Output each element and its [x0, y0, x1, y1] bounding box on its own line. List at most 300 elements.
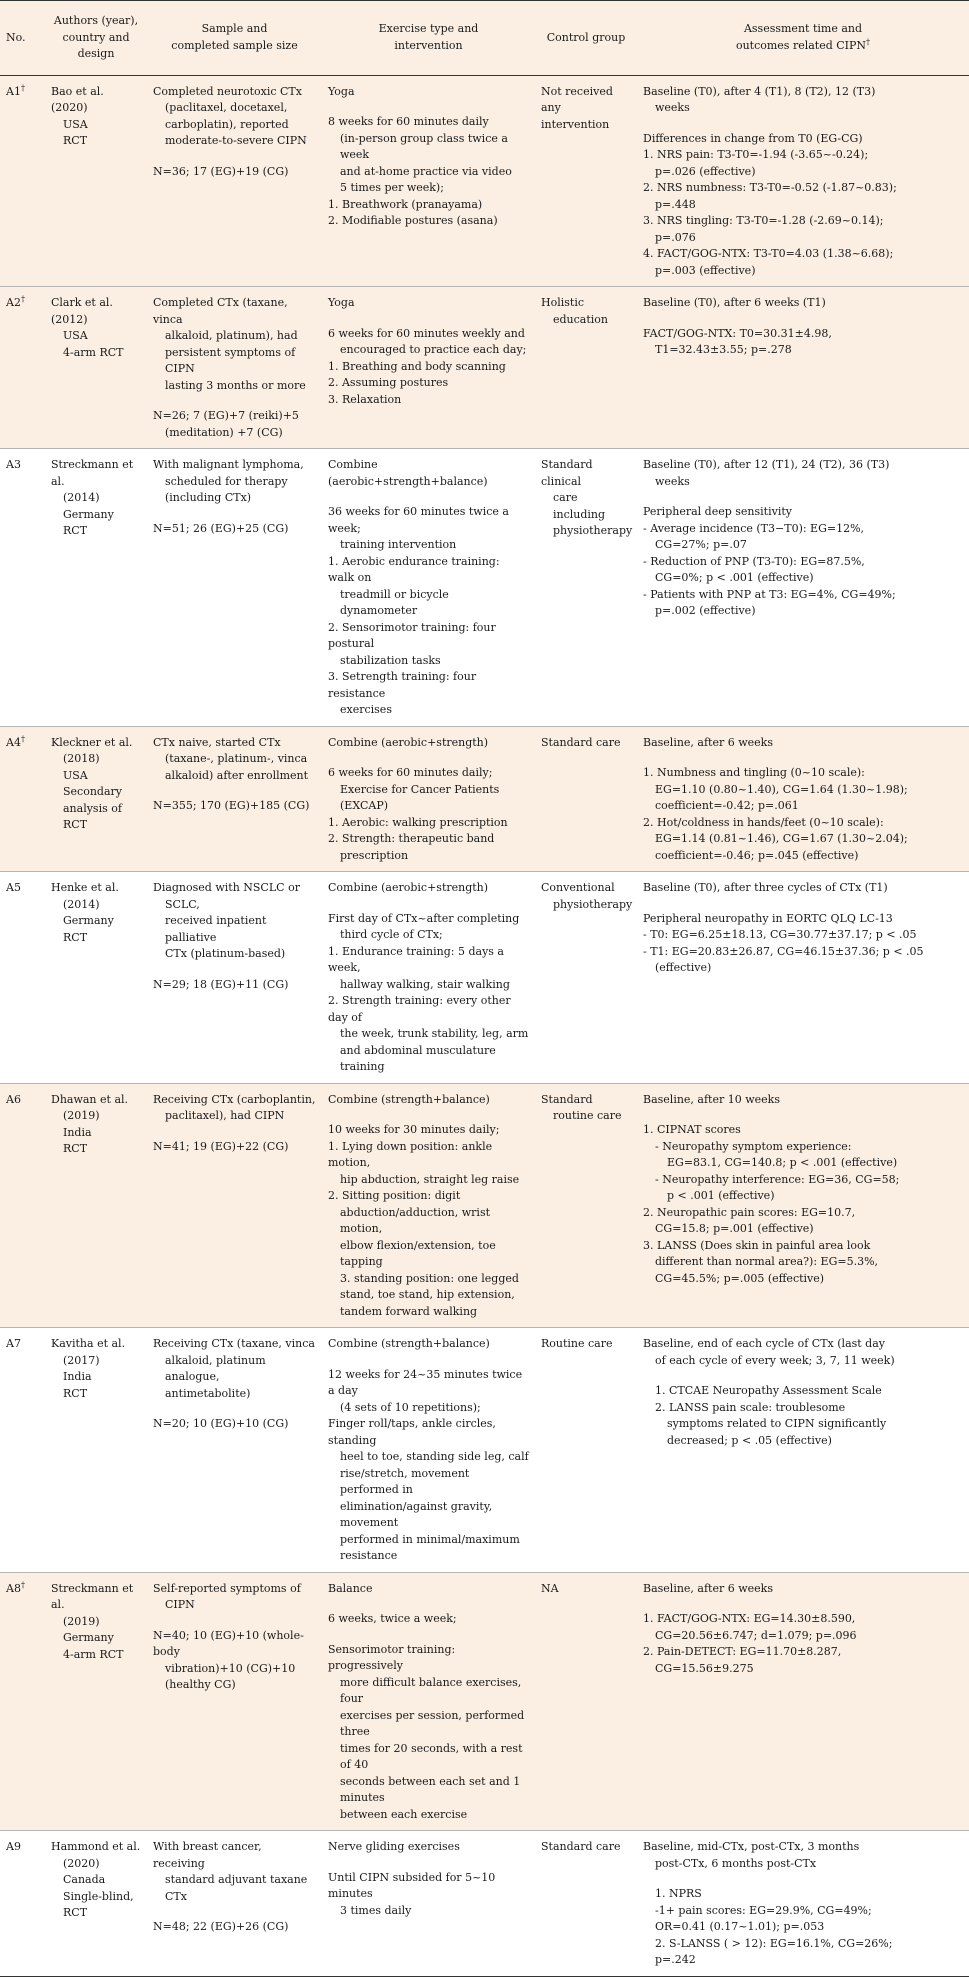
- header-control: Control group: [535, 1, 637, 76]
- authors-line: USA: [63, 329, 88, 342]
- dagger-mark: †: [20, 82, 25, 92]
- control-line: Standard: [541, 1092, 593, 1106]
- exercise-line: the week, trunk stability, leg, arm: [340, 1027, 529, 1040]
- sample-line: alkaloid, platinum), had: [165, 329, 298, 342]
- cell-exercise: [322, 1083, 535, 1328]
- cell-outcomes: [637, 1572, 969, 1831]
- authors-line: analysis of RCT: [63, 801, 122, 831]
- authors-line: (2019): [63, 1109, 100, 1122]
- sample-line: Receiving CTx (carboplantin,: [153, 1092, 316, 1106]
- cell-outcomes: [637, 75, 969, 287]
- spacer: [643, 751, 963, 765]
- sample-line: N=20; 10 (EG)+10 (CG): [153, 1417, 289, 1430]
- outcomes-line: Baseline, after 10 weeks: [643, 1092, 780, 1106]
- authors-line: (2020): [63, 1856, 100, 1870]
- cell-authors: [45, 1328, 147, 1573]
- sample-line: CIPN: [165, 1598, 195, 1611]
- cell-no: [0, 287, 45, 449]
- cell-control: [535, 872, 637, 1084]
- exercise-line: 2. Assuming postures: [328, 376, 449, 389]
- outcomes-line: - Neuropathy interference: EG=36, CG=58;: [655, 1172, 900, 1186]
- spacer: [643, 490, 963, 504]
- authors-line: Streckmann et al.: [51, 458, 134, 488]
- table-row: [0, 287, 969, 449]
- exercise-line: 10 weeks for 30 minutes daily;: [328, 1123, 500, 1136]
- authors-line: RCT: [63, 1906, 88, 1919]
- authors-line: 4-arm RCT: [63, 345, 124, 359]
- outcomes-line: 3. LANSS (Does skin in painful area look: [643, 1238, 871, 1252]
- sample-line: alkaloid, platinum analogue,: [165, 1353, 266, 1383]
- outcomes-line: Baseline (T0), after 6 weeks (T1): [643, 296, 826, 309]
- control-line: Routine care: [541, 1337, 613, 1350]
- spacer: [643, 1369, 963, 1383]
- study-number: A1: [6, 84, 21, 98]
- exercise-line: heel to toe, standing side leg, calf: [340, 1450, 529, 1463]
- control-line: Conventional: [541, 881, 615, 894]
- exercise-line: and abdominal musculature training: [340, 1043, 496, 1073]
- header-authors-line: Authors (year),: [53, 14, 139, 27]
- exercise-line: 1. Breathing and body scanning: [328, 359, 506, 373]
- sample-line: N=51; 26 (EG)+25 (CG): [153, 521, 289, 535]
- spacer: [153, 1614, 316, 1628]
- cell-sample: [147, 449, 322, 727]
- outcomes-line: - T1: EG=20.83±26.87, CG=46.15±37.36; p < .05: [643, 944, 924, 958]
- outcomes-line: - Reduction of PNP (T3-T0): EG=87.5%,: [643, 554, 865, 568]
- cell-authors: [45, 75, 147, 287]
- exercise-line: abduction/adduction, wrist motion,: [340, 1205, 491, 1235]
- control-line: physiotherapy: [553, 524, 633, 537]
- sample-line: Self-reported symptoms of: [153, 1581, 301, 1595]
- control-line: care including: [553, 491, 606, 521]
- sample-line: Completed neurotoxic CTx: [153, 84, 302, 98]
- table-row: [0, 726, 969, 872]
- table-row: [0, 1831, 969, 1977]
- exercise-line: between each exercise: [340, 1807, 468, 1821]
- cell-outcomes: [637, 872, 969, 1084]
- cell-sample: [147, 1831, 322, 1977]
- exercise-line: treadmill or bicycle dynamometer: [340, 587, 449, 617]
- exercise-line: Balance: [328, 1581, 373, 1595]
- spacer: [328, 1597, 529, 1611]
- cell-outcomes: [637, 449, 969, 727]
- authors-line: Hammond et al.: [51, 1840, 141, 1853]
- spacer: [643, 1108, 963, 1122]
- authors-line: Dhawan et al.: [51, 1092, 129, 1106]
- outcomes-line: 1. CTCAE Neuropathy Assessment Scale: [655, 1384, 882, 1397]
- control-line: education: [553, 312, 608, 326]
- cell-sample: [147, 287, 322, 449]
- cell-sample: [147, 1328, 322, 1573]
- exercise-line: 2. Strength training: every other day of: [328, 994, 511, 1024]
- sample-line: N=29; 18 (EG)+11 (CG): [153, 977, 289, 991]
- authors-line: (2019): [63, 1614, 100, 1628]
- sample-line: N=41; 19 (EG)+22 (CG): [153, 1139, 289, 1153]
- outcomes-line: symptoms related to CIPN significantly: [667, 1417, 887, 1430]
- outcomes-line: Baseline (T0), after three cycles of CTx (T1): [643, 881, 888, 894]
- authors-line: USA: [63, 117, 88, 131]
- cell-no: [0, 449, 45, 727]
- sample-line: vibration)+10 (CG)+10: [165, 1661, 296, 1675]
- cell-exercise: [322, 449, 535, 727]
- table-body: [0, 75, 969, 1976]
- authors-line: (2018): [63, 752, 100, 765]
- exercise-line: 3. Relaxation: [328, 392, 402, 406]
- outcomes-line: Differences in change from T0 (EG-CG): [643, 131, 863, 145]
- exercise-line: 1. Breathwork (pranayama): [328, 197, 483, 211]
- exercise-line: seconds between each set and 1 minutes: [340, 1774, 521, 1804]
- spacer: [643, 897, 963, 911]
- sample-line: carboplatin), reported: [165, 117, 289, 131]
- header-outcomes-line: Assessment time and: [743, 22, 863, 36]
- header-outcomes-line: [643, 38, 963, 55]
- authors-line: India: [63, 1370, 92, 1383]
- exercise-line: and at-home practice via video: [340, 164, 512, 178]
- outcomes-line: coefficient=-0.42; p=.061: [655, 799, 799, 812]
- authors-line: Clark et al. (2012): [51, 296, 113, 326]
- authors-line: Canada: [63, 1873, 106, 1886]
- cell-authors: [45, 1572, 147, 1831]
- outcomes-line: - Average incidence (T3−T0): EG=12%,: [643, 521, 865, 535]
- exercise-line: 2. Strength: therapeutic band: [328, 832, 495, 845]
- control-line: physiotherapy: [553, 897, 633, 911]
- cell-control: [535, 449, 637, 727]
- table-row: [0, 75, 969, 287]
- header-authors-line: design: [77, 47, 115, 60]
- exercise-line: rise/stretch, movement performed in: [340, 1466, 470, 1496]
- dagger-mark: †: [20, 733, 25, 743]
- spacer: [153, 1905, 316, 1919]
- outcomes-line: p=.003 (effective): [655, 263, 756, 277]
- outcomes-line: 4. FACT/GOG-NTX: T3-T0=4.03 (1.38~6.68);: [643, 247, 894, 260]
- cell-control: [535, 75, 637, 287]
- table-row: [0, 449, 969, 727]
- outcomes-line: p < .001 (effective): [667, 1189, 775, 1202]
- cell-authors: [45, 1083, 147, 1328]
- authors-line: 4-arm RCT: [63, 1647, 124, 1661]
- spacer: [643, 1597, 963, 1611]
- sample-line: antimetabolite): [165, 1386, 251, 1400]
- authors-line: Bao et al. (2020): [51, 84, 104, 114]
- authors-line: Germany: [63, 914, 114, 927]
- cell-outcomes: [637, 726, 969, 872]
- exercise-line: Sensorimotor training: progressively: [328, 1642, 456, 1672]
- sample-line: (taxane-, platinum-, vinca: [165, 752, 308, 765]
- outcomes-line: CG=0%; p < .001 (effective): [655, 571, 814, 584]
- outcomes-line: CG=15.56±9.275: [655, 1661, 754, 1675]
- study-number: A5: [6, 881, 21, 894]
- study-number: A9: [6, 1840, 21, 1853]
- header-authors-line: country and: [62, 30, 130, 44]
- cell-outcomes: [637, 1083, 969, 1328]
- outcomes-line: -1+ pain scores: EG=29.9%, CG=49%;: [655, 1903, 872, 1917]
- exercise-line: tandem forward walking: [340, 1304, 478, 1318]
- outcomes-line: EG=83.1, CG=140.8; p < .001 (effective): [667, 1156, 898, 1169]
- exercise-line: 1. Aerobic endurance training: walk on: [328, 554, 500, 584]
- exercise-line: stand, toe stand, hip extension,: [340, 1288, 515, 1301]
- authors-line: Germany: [63, 1631, 114, 1644]
- spacer: [328, 751, 529, 765]
- exercise-line: 8 weeks for 60 minutes daily: [328, 115, 489, 128]
- outcomes-line: Peripheral deep sensitivity: [643, 505, 792, 518]
- exercise-line: times for 20 seconds, with a rest of 40: [340, 1741, 523, 1771]
- exercise-line: 1. Lying down position: ankle motion,: [328, 1139, 493, 1169]
- authors-line: Germany: [63, 507, 114, 521]
- spacer: [643, 117, 963, 131]
- cell-no: [0, 1083, 45, 1328]
- exercise-line: Yoga: [328, 296, 355, 309]
- spacer: [153, 394, 316, 408]
- sample-line: N=48; 22 (EG)+26 (CG): [153, 1920, 289, 1933]
- outcomes-line: 1. FACT/GOG-NTX: EG=14.30±8.590,: [643, 1612, 856, 1625]
- spacer: [328, 897, 529, 911]
- exercise-line: Combine (strength+balance): [328, 1092, 490, 1106]
- outcomes-line: weeks: [655, 474, 690, 488]
- control-line: Not received any: [541, 84, 613, 114]
- sample-line: N=355; 170 (EG)+185 (CG): [153, 799, 310, 812]
- sample-line: alkaloid) after enrollment: [165, 768, 309, 782]
- exercise-line: Nerve gliding exercises: [328, 1840, 460, 1853]
- exercise-line: Finger roll/taps, ankle circles, standing: [328, 1417, 496, 1447]
- cell-exercise: [322, 1328, 535, 1573]
- outcomes-line: T1=32.43±3.55; p=.278: [655, 343, 792, 356]
- authors-line: RCT: [63, 134, 88, 147]
- exercise-line: Combine (aerobic+strength+balance): [328, 458, 488, 488]
- outcomes-line: CG=20.56±6.747; d=1.079; p=.096: [655, 1628, 857, 1642]
- cell-sample: [147, 726, 322, 872]
- exercise-line: 6 weeks for 60 minutes daily;: [328, 766, 493, 779]
- control-line: routine care: [553, 1109, 622, 1122]
- spacer: [153, 963, 316, 977]
- header-sample-line: completed sample size: [171, 38, 298, 52]
- outcomes-line: 1. NRS pain: T3-T0=-1.94 (-3.65~-0.24);: [643, 148, 869, 161]
- dagger-mark: †: [20, 1579, 25, 1589]
- sample-line: Receiving CTx (taxane, vinca: [153, 1337, 315, 1350]
- exercise-line: 3 times daily: [340, 1903, 412, 1917]
- cell-control: [535, 1083, 637, 1328]
- spacer: [153, 507, 316, 521]
- outcomes-line: CG=15.8; p=.001 (effective): [655, 1222, 814, 1235]
- cell-sample: [147, 75, 322, 287]
- outcomes-line: different than normal area?): EG=5.3%,: [655, 1255, 879, 1268]
- outcomes-line: Peripheral neuropathy in EORTC QLQ LC-13: [643, 911, 893, 925]
- sample-line: Completed CTx (taxane, vinca: [153, 296, 288, 326]
- exercise-line: 12 weeks for 24~35 minutes twice a day: [328, 1367, 523, 1397]
- cell-control: [535, 726, 637, 872]
- exercise-line: hallway walking, stair walking: [340, 977, 510, 991]
- cell-authors: [45, 872, 147, 1084]
- control-line: NA: [541, 1581, 559, 1595]
- exercise-line: third cycle of CTx;: [340, 928, 443, 941]
- outcomes-line: - Patients with PNP at T3: EG=4%, CG=49%;: [643, 587, 896, 601]
- spacer: [643, 1872, 963, 1886]
- outcomes-line: CG=45.5%; p=.005 (effective): [655, 1271, 825, 1285]
- outcomes-line: 2. Neuropathic pain scores: EG=10.7,: [643, 1205, 856, 1219]
- spacer: [643, 312, 963, 326]
- exercise-line: Combine (aerobic+strength): [328, 881, 489, 894]
- exercise-line: Until CIPN subsided for 5~10 minutes: [328, 1870, 496, 1900]
- spacer: [328, 490, 529, 504]
- sample-line: N=26; 7 (EG)+7 (reiki)+5: [153, 409, 299, 422]
- table-row: [0, 1328, 969, 1573]
- spacer: [328, 312, 529, 326]
- header-no: No.: [0, 1, 45, 76]
- cell-exercise: [322, 1831, 535, 1977]
- outcomes-line: decreased; p < .05 (effective): [667, 1433, 832, 1447]
- sample-line: CTx (platinum-based): [165, 947, 286, 960]
- header-sample-line: Sample and: [201, 22, 268, 36]
- cell-outcomes: [637, 1328, 969, 1573]
- cell-authors: [45, 449, 147, 727]
- study-number: A6: [6, 1092, 21, 1106]
- dagger-mark: †: [20, 294, 25, 304]
- study-number: A4: [6, 735, 21, 749]
- outcomes-line: 3. NRS tingling: T3-T0=-1.28 (-2.69~0.14);: [643, 214, 884, 227]
- exercise-line: First day of CTx~after completing: [328, 911, 520, 925]
- outcomes-line: of each cycle of every week; 3, 7, 11 week): [655, 1353, 895, 1367]
- authors-line: RCT: [63, 930, 88, 944]
- cell-authors: [45, 1831, 147, 1977]
- sample-line: received inpatient palliative: [165, 914, 267, 944]
- exercise-line: exercises: [340, 703, 392, 716]
- sample-line: N=36; 17 (EG)+19 (CG): [153, 164, 289, 178]
- cell-sample: [147, 872, 322, 1084]
- exercise-line: 3. standing position: one legged: [340, 1271, 519, 1285]
- sample-line: SCLC,: [165, 897, 200, 911]
- header-sample: [147, 1, 322, 76]
- control-line: Standard clinical: [541, 458, 593, 488]
- outcomes-line: Baseline, end of each cycle of CTx (last day: [643, 1337, 885, 1350]
- authors-line: Kleckner et al.: [51, 735, 133, 749]
- spacer: [328, 1353, 529, 1367]
- spacer: [328, 100, 529, 114]
- exercise-line: elimination/against gravity, movement: [340, 1499, 493, 1529]
- cell-outcomes: [637, 1831, 969, 1977]
- sample-line: N=40; 10 (EG)+10 (whole-body: [153, 1628, 304, 1658]
- outcomes-line: - Neuropathy symptom experience:: [655, 1139, 852, 1153]
- exercise-line: Combine (strength+balance): [328, 1337, 490, 1350]
- header-exercise: [322, 1, 535, 76]
- cell-sample: [147, 1572, 322, 1831]
- cell-control: [535, 1328, 637, 1573]
- cell-exercise: [322, 726, 535, 872]
- sample-line: standard adjuvant taxane CTx: [165, 1873, 308, 1903]
- exercise-line: performed in minimal/maximum: [340, 1532, 520, 1546]
- outcomes-line: FACT/GOG-NTX: T0=30.31±4.98,: [643, 326, 832, 340]
- authors-line: (2014): [63, 897, 100, 911]
- exercise-line: 2. Sensorimotor training: four postural: [328, 620, 496, 650]
- outcomes-line: p=.448: [655, 197, 696, 211]
- outcomes-line: - T0: EG=6.25±18.13, CG=30.77±37.17; p < .05: [643, 928, 917, 941]
- sample-line: paclitaxel), had CIPN: [165, 1109, 285, 1122]
- cell-exercise: [322, 287, 535, 449]
- table-row: [0, 872, 969, 1084]
- sample-line: moderate-to-severe CIPN: [165, 134, 307, 147]
- cell-control: [535, 1572, 637, 1831]
- outcomes-line: 2. LANSS pain scale: troublesome: [655, 1400, 846, 1414]
- control-line: intervention: [541, 117, 610, 131]
- header-exercise-line: intervention: [394, 38, 463, 52]
- header-outcomes: [637, 1, 969, 76]
- authors-line: USA: [63, 768, 88, 782]
- authors-line: Streckmann et al.: [51, 1581, 134, 1611]
- exercise-line: Combine (aerobic+strength): [328, 735, 489, 749]
- table-row: [0, 1083, 969, 1328]
- outcomes-line: Baseline, after 6 weeks: [643, 1581, 773, 1595]
- table-row: [0, 1572, 969, 1831]
- exercise-line: prescription: [340, 848, 409, 862]
- cell-exercise: [322, 1572, 535, 1831]
- spacer: [328, 1856, 529, 1870]
- study-number: A3: [6, 458, 21, 471]
- outcomes-line: (effective): [655, 961, 712, 974]
- cell-control: [535, 1831, 637, 1977]
- outcomes-line: p=.076: [655, 230, 696, 244]
- header-outcomes-text: outcomes related CIPN: [735, 38, 867, 52]
- outcomes-line: 2. NRS numbness: T3-T0=-0.52 (-1.87~0.83);: [643, 181, 897, 194]
- spacer: [153, 784, 316, 798]
- cell-no: [0, 872, 45, 1084]
- exercise-line: encouraged to practice each day;: [340, 343, 527, 356]
- authors-line: RCT: [63, 524, 88, 537]
- cell-sample: [147, 1083, 322, 1328]
- outcomes-line: EG=1.14 (0.81~1.46), CG=1.67 (1.30~2.04);: [655, 832, 908, 845]
- outcomes-line: Baseline, mid-CTx, post-CTx, 3 months: [643, 1840, 860, 1853]
- exercise-line: 5 times per week);: [340, 181, 444, 194]
- sample-line: CTx naive, started CTx: [153, 735, 281, 749]
- exercise-line: 2. Sitting position: digit: [328, 1189, 461, 1202]
- sample-line: Diagnosed with NSCLC or: [153, 881, 300, 894]
- outcomes-line: p=.002 (effective): [655, 604, 756, 617]
- sample-line: lasting 3 months or more: [165, 378, 306, 392]
- cell-no: [0, 1831, 45, 1977]
- sample-line: With breast cancer, receiving: [153, 1840, 262, 1870]
- sample-line: persistent symptoms of CIPN: [165, 345, 296, 375]
- cell-authors: [45, 287, 147, 449]
- authors-line: Kavitha et al.: [51, 1337, 126, 1350]
- authors-line: (2017): [63, 1353, 100, 1367]
- sample-line: (paclitaxel, docetaxel,: [165, 101, 288, 114]
- outcomes-line: p=.242: [655, 1953, 696, 1966]
- outcomes-line: p=.026 (effective): [655, 164, 756, 178]
- authors-line: RCT: [63, 1142, 88, 1155]
- spacer: [153, 1402, 316, 1416]
- outcomes-line: 1. NPRS: [655, 1887, 702, 1900]
- table-header: [0, 1, 969, 76]
- exercise-line: exercises per session, performed three: [340, 1708, 525, 1738]
- exercise-line: 6 weeks, twice a week;: [328, 1612, 457, 1625]
- outcomes-line: Baseline, after 6 weeks: [643, 735, 773, 749]
- study-number: A8: [6, 1581, 21, 1595]
- cell-exercise: [322, 75, 535, 287]
- outcomes-line: 2. S-LANSS ( > 12): EG=16.1%, CG=26%;: [655, 1936, 893, 1950]
- exercise-line: resistance: [340, 1549, 398, 1562]
- exercise-line: 2. Modifiable postures (asana): [328, 214, 498, 227]
- sample-line: With malignant lymphoma,: [153, 458, 304, 471]
- authors-line: Henke et al.: [51, 881, 119, 894]
- control-line: Standard care: [541, 1840, 621, 1853]
- authors-line: (2014): [63, 491, 100, 504]
- cell-no: [0, 1572, 45, 1831]
- outcomes-line: EG=1.10 (0.80~1.40), CG=1.64 (1.30~1.98);: [655, 782, 908, 796]
- cell-exercise: [322, 872, 535, 1084]
- exercise-line: elbow flexion/extension, toe tapping: [340, 1238, 496, 1268]
- authors-line: Single-blind,: [63, 1889, 134, 1903]
- outcomes-line: CG=27%; p=.07: [655, 538, 747, 551]
- outcomes-line: Baseline (T0), after 12 (T1), 24 (T2), 36 (T3): [643, 458, 890, 471]
- outcomes-line: post-CTx, 6 months post-CTx: [655, 1856, 817, 1870]
- cell-no: [0, 75, 45, 287]
- outcomes-line: coefficient=-0.46; p=.045 (effective): [655, 848, 859, 862]
